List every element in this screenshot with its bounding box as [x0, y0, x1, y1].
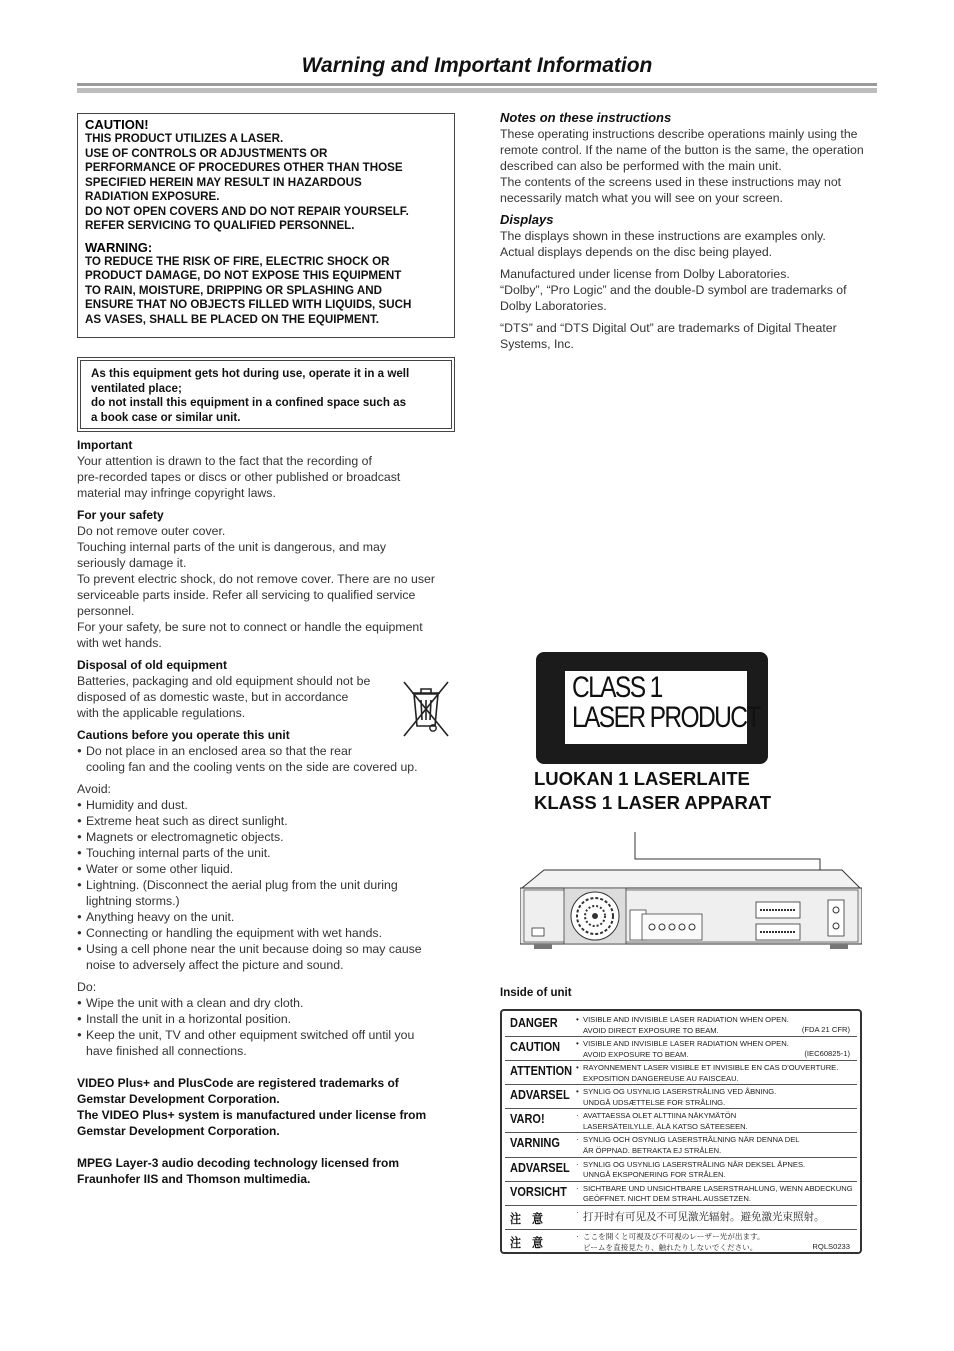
bullet-item: ● Touching internal parts of the unit. — [77, 845, 457, 861]
bullet-item: ● Connecting or handling the equipment with wet hands. — [77, 925, 457, 941]
warning-row — [505, 1085, 857, 1109]
text-line: SYNLIG OCH OSYNLIG LASERSTRÅLNING NÄR DENNA DEL — [583, 1135, 800, 1145]
text-line: Fraunhofer IIS and Thomson multimedia. — [77, 1172, 311, 1186]
text-line: noise to adversely affect the picture and sound. — [86, 958, 344, 972]
text-line: with the applicable regulations. — [77, 706, 246, 720]
displays-heading: Displays — [500, 212, 554, 227]
text-line: SYNLIG OG USYNLIG LASERSTRÅLING NÅR DEKSEL ÅPNES. — [583, 1159, 806, 1169]
text-line: To prevent electric shock, do not remove cover. There are no user — [77, 572, 435, 586]
warning-line: TO RAIN, MOISTURE, DRIPPING OR SPLASHING AND — [85, 283, 382, 297]
bullet-dot: • — [576, 1087, 579, 1097]
text-line: cooling fan and the cooling vents on the side are covered up. — [86, 760, 418, 774]
text-line: RAYONNEMENT LASER VISIBLE ET INVISIBLE EN CAS D'OUVERTURE. — [583, 1063, 839, 1073]
warning-row — [505, 1013, 857, 1037]
text-line: Systems, Inc. — [500, 337, 574, 351]
warning-row — [505, 1037, 857, 1061]
standard-tag: (FDA 21 CFR) — [801, 1025, 850, 1034]
bullet-dot: · — [576, 1111, 579, 1121]
bullet-item: ● Anything heavy on the unit. — [77, 909, 457, 925]
bullet-dot: · — [576, 1135, 579, 1145]
text-line: Touching internal parts of the unit is dangerous, and may — [77, 540, 386, 554]
caution-line: PERFORMANCE OF PROCEDURES OTHER THAN THOSE — [85, 161, 403, 174]
text-line: have finished all connections. — [86, 1044, 247, 1058]
text-line: Gemstar Development Corporation. — [77, 1092, 280, 1106]
video-plus-trademark — [77, 1075, 457, 1139]
warning-line: PRODUCT DAMAGE, DO NOT EXPOSE THIS EQUIPMENT — [85, 269, 402, 282]
bullet-dot: • — [576, 1063, 579, 1073]
laser-label-finnish: LUOKAN 1 LASERLAITE — [534, 768, 750, 789]
displays-text — [500, 228, 878, 260]
text-line: LASERSÄTEILYLLE. ÄLÄ KATSO SÄTEESEEN. — [583, 1122, 748, 1132]
dts-text — [500, 320, 878, 352]
text-line: SICHTBARE UND UNSICHTBARE LASERSTRAHLUNG, WENN ABDECKUNG — [583, 1183, 853, 1193]
caution-line: RADIATION EXPOSURE. — [85, 190, 220, 203]
text-line: Actual displays depends on the disc being played. — [500, 245, 773, 259]
warning-row-label: VARO! — [510, 1112, 545, 1127]
bullet-item: ● Magnets or electromagnetic objects. — [77, 829, 457, 845]
text-line: disposed of as domestic waste, but in accordance — [77, 690, 349, 704]
avoid-heading: Avoid: — [77, 782, 111, 796]
warning-row-label: 注 意 — [510, 1235, 544, 1250]
warning-row — [505, 1158, 857, 1182]
text-line: Batteries, packaging and old equipment should not be — [77, 674, 371, 688]
bullet-dot: • — [576, 1039, 579, 1049]
text-line: Dolby Laboratories. — [500, 299, 607, 313]
caution-box — [77, 113, 455, 338]
bullet-item: ● Do not place in an enclosed area so that the rear — [77, 743, 457, 759]
important-text — [77, 453, 457, 501]
text-line: Your attention is drawn to the fact that the recording of — [77, 454, 372, 468]
text-line: The VIDEO Plus+ system is manufactured under license from — [77, 1108, 427, 1122]
ventilation-notice — [80, 360, 452, 429]
warning-row-text — [583, 1135, 853, 1157]
text-line: AVOID EXPOSURE TO BEAM. — [583, 1049, 689, 1059]
warning-heading: WARNING: — [85, 239, 153, 255]
text-line: 打开时有可见及不可见激光辐射。避免激光束照射。 — [583, 1210, 825, 1223]
warning-row-label: ADVARSEL — [510, 1160, 570, 1175]
text-line: These operating instructions describe operations mainly using the — [500, 127, 858, 141]
warning-line: TO REDUCE THE RISK OF FIRE, ELECTRIC SHOCK OR — [85, 254, 390, 268]
ventilation-notice-box — [77, 357, 455, 432]
text-line: UNDGÅ UDSÆTTELSE FOR STRÅLING. — [583, 1098, 726, 1108]
text-line: EXPOSITION DANGEREUSE AU FAISCEAU. — [583, 1073, 739, 1083]
text-line: Manufactured under license from Dolby Laboratories. — [500, 267, 790, 281]
left-column — [77, 437, 457, 1187]
safety-text — [77, 523, 457, 651]
text-line: UNNGÅ EKSPONERING FOR STRÅLEN. — [583, 1170, 726, 1180]
text-line: necessarily match what you will see on your screen. — [500, 191, 783, 205]
warning-row-label: CAUTION — [510, 1040, 561, 1055]
bullet-item: ● Wipe the unit with a clean and dry cloth. — [77, 995, 457, 1011]
bullet-item: ● Humidity and dust. — [77, 797, 457, 813]
warning-row-text — [583, 1160, 853, 1182]
warning-line: AS VASES, SHALL BE PLACED ON THE EQUIPMENT. — [85, 312, 379, 326]
ventilation-line: As this equipment gets hot during use, operate it in a well — [91, 367, 410, 380]
text-line: AVOID DIRECT EXPOSURE TO BEAM. — [583, 1025, 719, 1035]
bullet-item: ● Extreme heat such as direct sunlight. — [77, 813, 457, 829]
text-line: ÄR ÖPPNAD. BETRAKTA EJ STRÅLEN. — [583, 1146, 722, 1156]
text-line: “DTS” and “DTS Digital Out” are trademarks of Digital Theater — [500, 321, 837, 335]
warning-row-label: DANGER — [510, 1016, 558, 1030]
unit-rear-illustration — [520, 832, 862, 954]
laser-label-panel — [565, 671, 760, 744]
warning-row-label: 注 意 — [510, 1211, 544, 1226]
text-line: with wet hands. — [77, 636, 162, 650]
text-line: AVATTAESSA OLET ALTTIINA NÄKYMÄTÖN — [583, 1111, 737, 1121]
text-line: VISIBLE AND INVISIBLE LASER RADIATION WHEN OPEN. — [583, 1015, 789, 1024]
text-line: remote control. If the name of the button is the same, the operation — [500, 143, 864, 157]
bullet-dot: · — [576, 1231, 579, 1241]
cautions-text — [77, 743, 457, 1059]
caution-heading: CAUTION! — [85, 117, 149, 132]
bullet-item: ● Water or some other liquid. — [77, 861, 457, 877]
important-heading: Important — [77, 438, 133, 452]
warning-row-text — [583, 1208, 853, 1226]
warning-row-label: ATTENTION — [510, 1064, 573, 1079]
text-line: VISIBLE AND INVISIBLE LASER RADIATION WHEN OPEN. — [583, 1039, 789, 1049]
text-line: described can also be performed with the main unit. — [500, 159, 782, 173]
bullet-dot: · — [576, 1159, 579, 1169]
text-line: The contents of the screens used in these instructions may not — [500, 175, 842, 189]
laser-label-swedish: KLASS 1 LASER APPARAT — [534, 792, 772, 813]
warning-row-text — [583, 1184, 853, 1206]
warning-row-text — [583, 1111, 853, 1133]
notes-text — [500, 126, 878, 206]
ventilation-line: ventilated place; — [91, 381, 182, 395]
text-line: MPEG Layer-3 audio decoding technology licensed from — [77, 1156, 400, 1170]
class1-laser-label — [536, 652, 768, 764]
caution-line: DO NOT OPEN COVERS AND DO NOT REPAIR YOURSELF. — [85, 204, 409, 218]
warning-row — [505, 1182, 857, 1206]
dolby-text — [500, 266, 878, 314]
laser-label-line2: LASER PRODUCT — [572, 701, 760, 734]
bullet-item: ● Install the unit in a horizontal position. — [77, 1011, 457, 1027]
safety-heading: For your safety — [77, 508, 164, 522]
right-column — [500, 110, 878, 352]
caution-line: USE OF CONTROLS OR ADJUSTMENTS OR — [85, 146, 328, 160]
document-code: RQLS0233 — [812, 1241, 850, 1251]
title-rule — [77, 83, 877, 93]
text-line: pre-recorded tapes or discs or other published or broadcast — [77, 470, 401, 484]
text-line: Do not remove outer cover. — [77, 524, 226, 538]
text-line: ビームを直接見たり、触れたりしないでください。 — [583, 1242, 758, 1252]
standard-tag: (IEC60825-1) — [804, 1049, 850, 1059]
bullet-dot: · — [576, 1183, 579, 1193]
text-line: SYNLIG OG USYNLIG LASERSTRÅLING VED ÅBNING. — [583, 1087, 777, 1097]
caution-line: REFER SERVICING TO QUALIFIED PERSONNEL. — [85, 219, 355, 232]
laser-warning-table — [500, 1009, 862, 1254]
text-line: material may infringe copyright laws. — [77, 486, 276, 500]
bullet-item: ● Using a cell phone near the unit because doing so may cause — [77, 941, 457, 957]
mpeg-license — [77, 1155, 457, 1187]
inside-of-unit-label: Inside of unit — [500, 987, 572, 999]
warning-row-label: ADVARSEL — [510, 1088, 570, 1103]
text-line: For your safety, be sure not to connect or handle the equipment — [77, 620, 423, 634]
warning-row — [505, 1061, 857, 1085]
bullet-dot: • — [576, 1015, 579, 1024]
bullet-item: ● Lightning. (Disconnect the aerial plug from the unit during — [77, 877, 457, 893]
text-line: seriously damage it. — [77, 556, 187, 570]
caution-line: THIS PRODUCT UTILIZES A LASER. — [85, 132, 284, 145]
warning-row — [505, 1109, 857, 1133]
bullet-dot: · — [576, 1207, 579, 1217]
do-heading: Do: — [77, 980, 97, 994]
text-line: lightning storms.) — [86, 894, 180, 908]
warning-row-label: VARNING — [510, 1136, 560, 1151]
warning-row — [505, 1230, 857, 1254]
ventilation-line: a book case or similar unit. — [91, 410, 241, 424]
disposal-text — [77, 673, 457, 721]
text-line: serviceable parts inside. Refer all servicing to qualified service — [77, 588, 416, 602]
warning-row — [505, 1206, 857, 1230]
laser-label-line1: CLASS 1 — [572, 671, 662, 704]
text-line: ここを開くと可視及び不可視のレーザー光が出ます。 — [583, 1231, 765, 1241]
caution-line: SPECIFIED HEREIN MAY RESULT IN HAZARDOUS — [85, 175, 362, 189]
text-line: GEÖFFNET. NICHT DEM STRAHL AUSSETZEN. — [583, 1194, 751, 1204]
crossed-out-wheelie-bin-icon — [401, 680, 451, 738]
text-line: The displays shown in these instructions are examples only. — [500, 229, 826, 243]
disposal-heading: Disposal of old equipment — [77, 658, 228, 672]
warning-row-text — [583, 1063, 853, 1085]
notes-heading: Notes on these instructions — [500, 110, 672, 125]
warning-line: ENSURE THAT NO OBJECTS FILLED WITH LIQUIDS, SUCH — [85, 298, 412, 311]
warning-row — [505, 1133, 857, 1157]
text-line: “Dolby”, “Pro Logic” and the double-D symbol are trademarks of — [500, 283, 847, 297]
text-line: personnel. — [77, 604, 135, 618]
cautions-heading: Cautions before you operate this unit — [77, 728, 290, 742]
text-line: VIDEO Plus+ and PlusCode are registered trademarks of — [77, 1076, 399, 1090]
bullet-item: ● Keep the unit, TV and other equipment switched off until you — [77, 1027, 457, 1043]
ventilation-line: do not install this equipment in a confined space such as — [91, 396, 407, 409]
warning-row-label: VORSICHT — [510, 1184, 567, 1199]
warning-row-text — [583, 1087, 853, 1109]
text-line: Gemstar Development Corporation. — [77, 1124, 280, 1138]
page-title: Warning and Important Information — [301, 54, 653, 77]
